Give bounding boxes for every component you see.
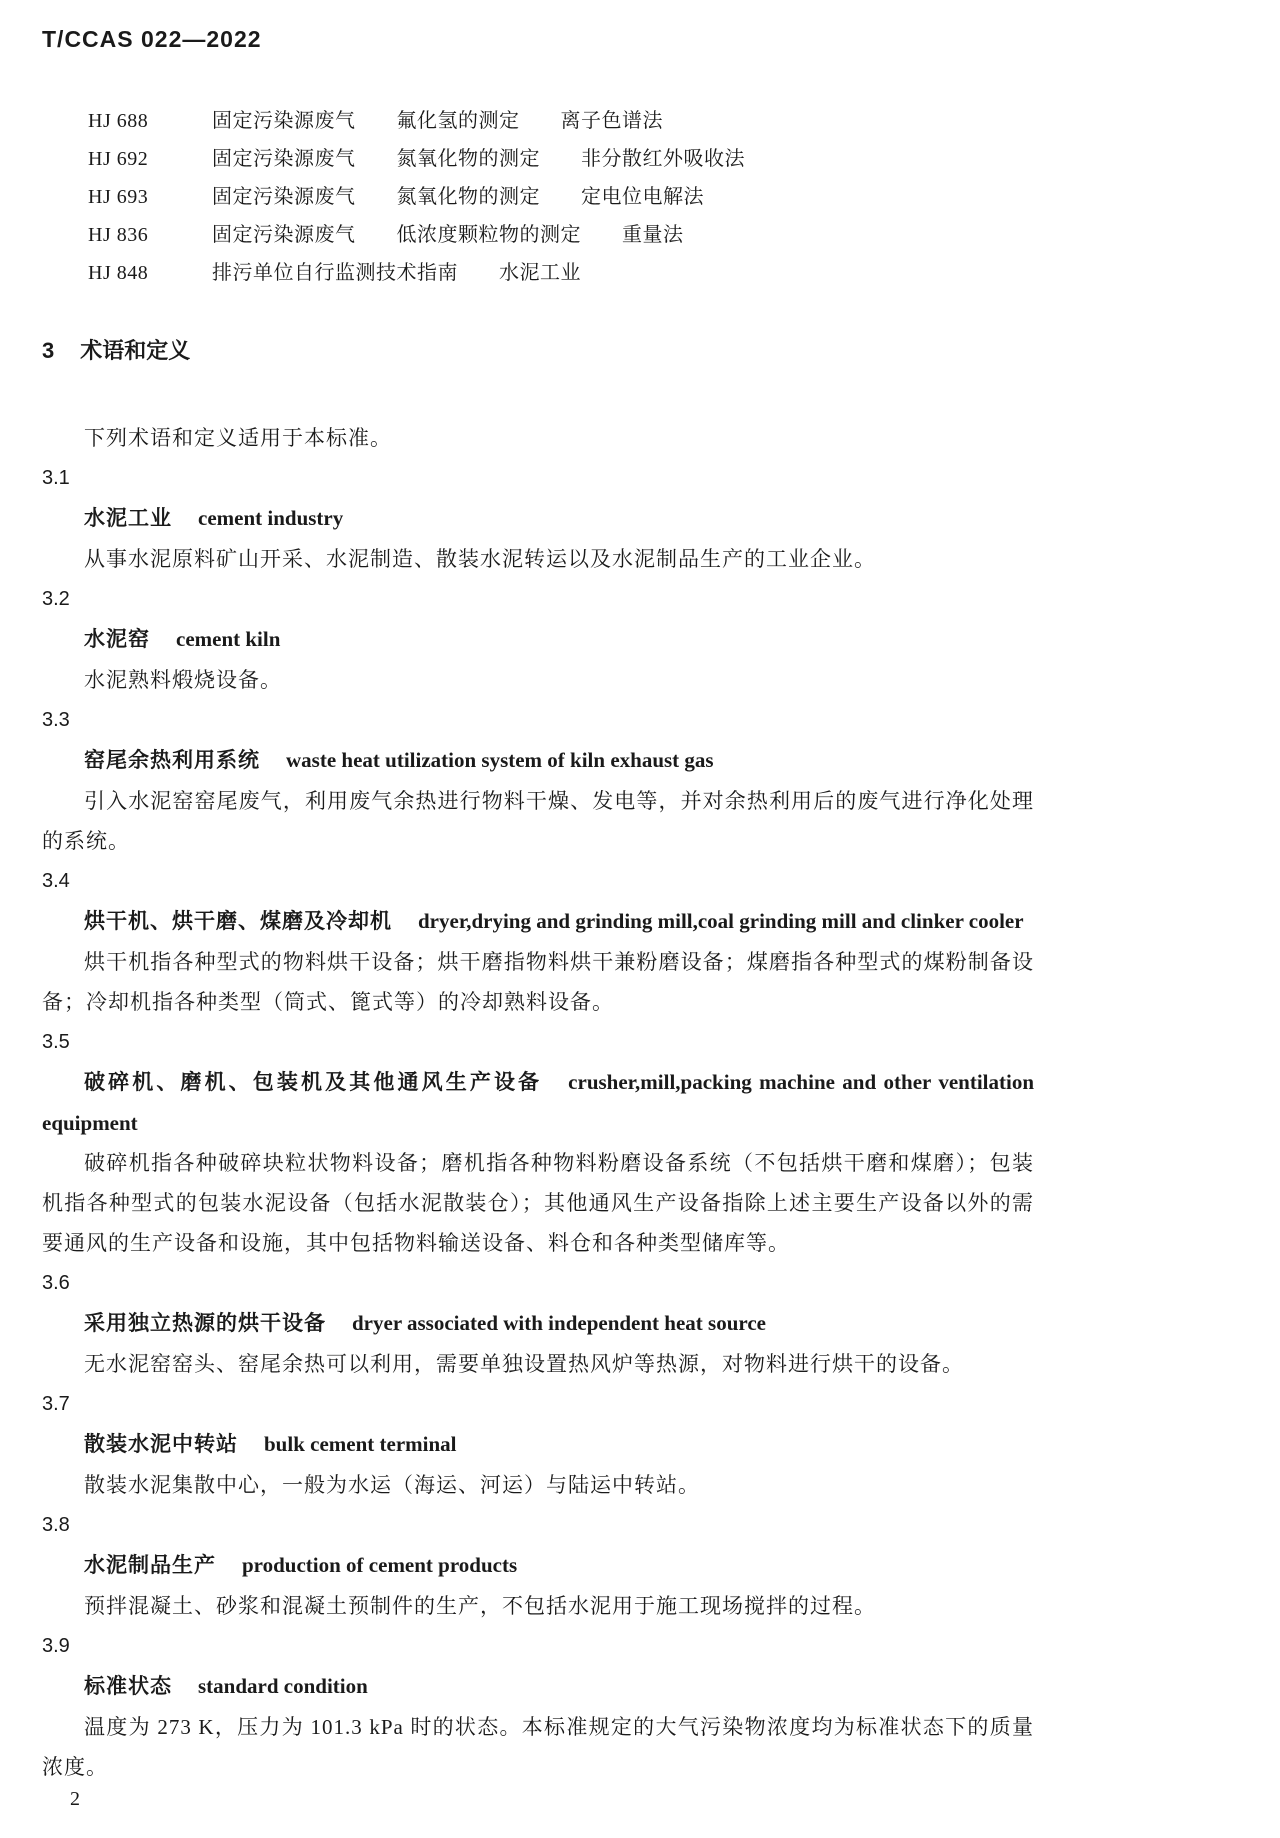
reference-code: HJ 688 <box>88 110 149 132</box>
term-block <box>42 861 1034 1022</box>
term-definition: 无水泥窑窑头、窑尾余热可以利用，需要单独设置热风炉等热源，对物料进行烘干的设备。 <box>84 1352 964 1376</box>
term-number: 3.5 <box>42 1031 70 1053</box>
reference-title: 固定污染源废气 氟化氢的测定 离子色谱法 <box>212 110 663 132</box>
term-number: 3.8 <box>42 1514 70 1536</box>
reference-title: 固定污染源废气 氮氧化物的测定 非分散红外吸收法 <box>212 148 745 170</box>
term-definition: 散装水泥集散中心，一般为水运（海运、河运）与陆运中转站。 <box>84 1473 700 1497</box>
term-zh: 破碎机、磨机、包装机及其他通风生产设备 <box>84 1071 543 1094</box>
term-en: standard condition <box>198 1674 368 1698</box>
term-zh: 水泥窑 <box>84 628 150 651</box>
term-heading <box>42 1666 1034 1707</box>
reference-item <box>88 178 1034 216</box>
term-block <box>42 579 1034 700</box>
term-heading <box>42 498 1034 539</box>
term-heading <box>42 901 1034 942</box>
term-block <box>42 1505 1034 1626</box>
term-definition: 水泥熟料煅烧设备。 <box>84 668 282 692</box>
term-heading <box>42 1062 1034 1143</box>
term-number: 3.6 <box>42 1272 70 1294</box>
term-en: cement industry <box>198 506 344 530</box>
reference-code: HJ 692 <box>88 148 149 170</box>
term-definition: 烘干机指各种型式的物料烘干设备；烘干磨指物料烘干兼粉磨设备；煤磨指各种型式的煤粉制备设备；冷却机指各种类型（筒式、篦式等）的冷却熟料设备。 <box>42 950 1034 1014</box>
term-definition: 从事水泥原料矿山开采、水泥制造、散装水泥转运以及水泥制品生产的工业企业。 <box>84 547 876 571</box>
reference-code: HJ 693 <box>88 186 149 208</box>
term-zh: 散装水泥中转站 <box>84 1433 238 1456</box>
term-number: 3.7 <box>42 1393 70 1415</box>
term-en: production of cement products <box>242 1553 518 1577</box>
term-zh: 窑尾余热利用系统 <box>84 749 260 772</box>
reference-item <box>88 216 1034 254</box>
reference-item <box>88 140 1034 178</box>
term-heading <box>42 1424 1034 1465</box>
term-en: dryer associated with independent heat source <box>352 1311 766 1335</box>
reference-code: HJ 836 <box>88 224 149 246</box>
term-zh: 烘干机、烘干磨、煤磨及冷却机 <box>84 910 392 933</box>
reference-title: 固定污染源废气 氮氧化物的测定 定电位电解法 <box>212 186 704 208</box>
reference-item <box>88 254 1034 292</box>
normative-references-list <box>88 102 1034 292</box>
term-number: 3.3 <box>42 709 70 731</box>
term-definition: 温度为 273 K，压力为 101.3 kPa 时的状态。本标准规定的大气污染物浓度均为标准状态下的质量浓度。 <box>42 1715 1034 1779</box>
term-zh: 标准状态 <box>84 1675 172 1698</box>
term-block <box>42 1626 1034 1787</box>
term-zh: 水泥工业 <box>84 507 172 530</box>
term-heading <box>42 1545 1034 1586</box>
page-number: 2 <box>70 1788 80 1810</box>
section-title: 术语和定义 <box>80 338 191 363</box>
term-en: waste heat utilization system of kiln exhaust gas <box>286 748 714 772</box>
reference-code: HJ 848 <box>88 262 149 284</box>
term-en: bulk cement terminal <box>264 1432 457 1456</box>
section-number: 3 <box>42 338 55 363</box>
term-number: 3.1 <box>42 467 70 489</box>
term-heading <box>42 740 1034 781</box>
term-definition: 引入水泥窑窑尾废气，利用废气余热进行物料干燥、发电等，并对余热利用后的废气进行净化处理的系统。 <box>42 789 1034 853</box>
term-block <box>42 1384 1034 1505</box>
term-definition: 预拌混凝土、砂浆和混凝土预制件的生产，不包括水泥用于施工现场搅拌的过程。 <box>84 1594 876 1618</box>
term-en: cement kiln <box>176 627 281 651</box>
reference-title: 固定污染源废气 低浓度颗粒物的测定 重量法 <box>212 224 684 246</box>
section-intro-paragraph: 下列术语和定义适用于本标准。 <box>84 426 392 450</box>
term-number: 3.9 <box>42 1635 70 1657</box>
term-en: dryer,drying and grinding mill,coal grinding mill and clinker cooler <box>418 909 1024 933</box>
term-zh: 水泥制品生产 <box>84 1554 216 1577</box>
term-heading <box>42 619 1034 660</box>
term-block <box>42 700 1034 861</box>
term-block <box>42 1263 1034 1384</box>
term-block <box>42 458 1034 579</box>
term-zh: 采用独立热源的烘干设备 <box>84 1312 326 1335</box>
reference-title: 排污单位自行监测技术指南 水泥工业 <box>212 262 581 284</box>
term-en: crusher,mill,packing machine and other ventilation equipment <box>42 1070 1034 1135</box>
term-heading <box>42 1303 1034 1344</box>
terms-list <box>42 458 1034 1787</box>
standard-code-header: T/CCAS 022—2022 <box>42 26 262 52</box>
page-content <box>42 0 1034 1787</box>
term-number: 3.2 <box>42 588 70 610</box>
term-definition: 破碎机指各种破碎块粒状物料设备；磨机指各种物料粉磨设备系统（不包括烘干磨和煤磨）；包装机指各种型式的包装水泥设备（包括水泥散装仓）；其他通风生产设备指除上述主要生产设备以外的需要通风的生产设备和设施，其中包括物料输送设备、料仓和各种类型储库等。 <box>42 1151 1034 1255</box>
reference-item <box>88 102 1034 140</box>
term-block <box>42 1022 1034 1263</box>
term-number: 3.4 <box>42 870 70 892</box>
section-heading <box>42 336 1034 366</box>
